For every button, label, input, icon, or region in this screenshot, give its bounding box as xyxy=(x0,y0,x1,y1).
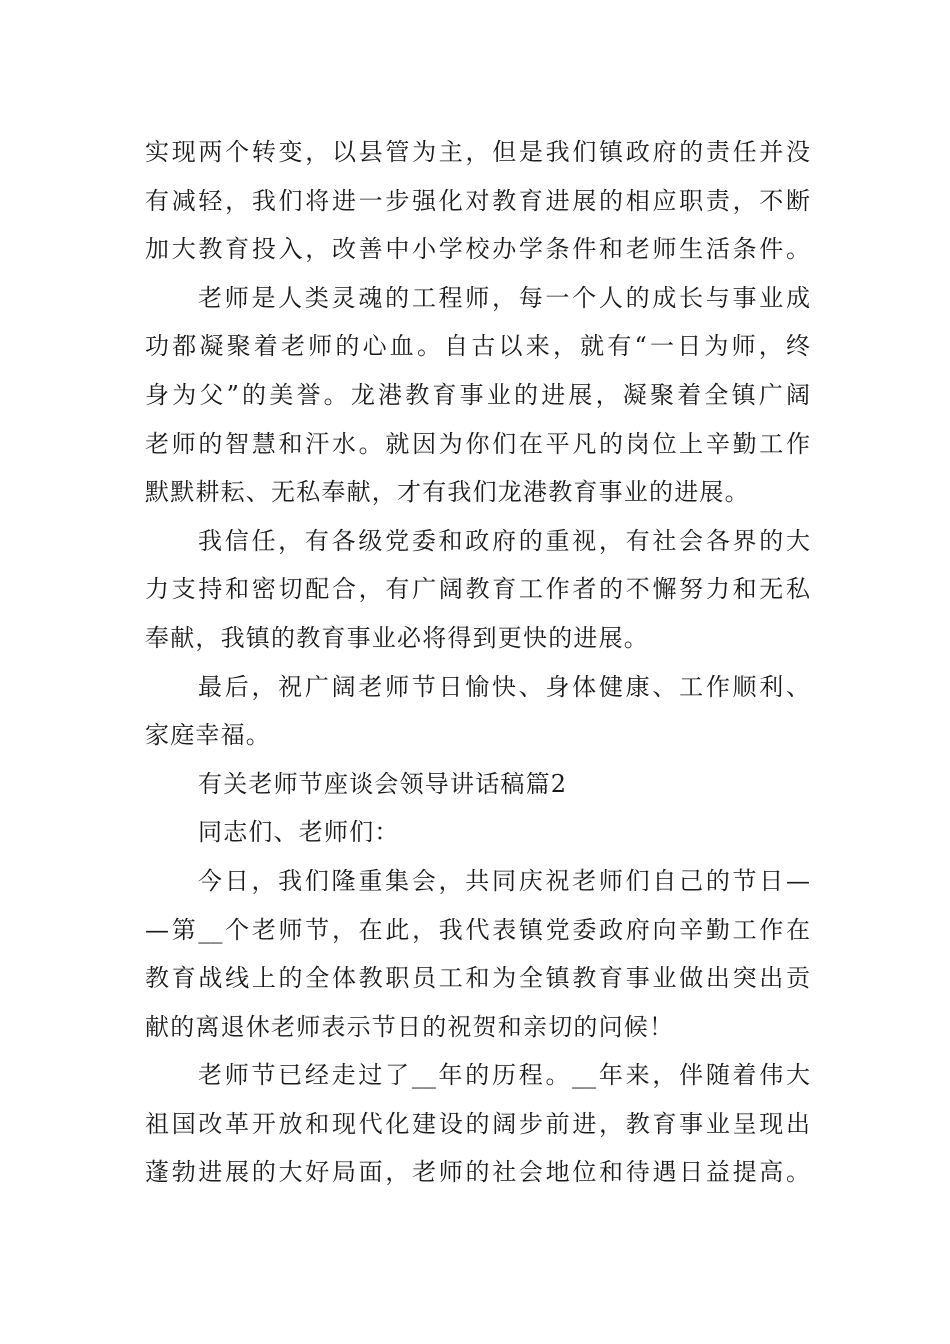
text-line: 力支持和密切配合，有广阔教育工作者的不懈努力和无私 xyxy=(145,575,810,604)
text-line: 功都凝聚着老师的心血。自古以来，就有“一日为师，终 xyxy=(145,332,810,361)
text-line: 身为父”的美誉。龙港教育事业的进展，凝聚着全镇广阔 xyxy=(145,380,810,409)
paragraph xyxy=(145,808,810,857)
document-body xyxy=(145,128,810,1197)
text-line: 加大教育投入，改善中小学校办学条件和老师生活条件。 xyxy=(145,235,810,264)
paragraph xyxy=(145,663,810,760)
paragraph xyxy=(145,857,810,1051)
paragraph xyxy=(145,1051,810,1197)
text-line: 老师是人类灵魂的工程师，每一个人的成长与事业成 xyxy=(198,283,810,312)
paragraph xyxy=(145,517,810,663)
text-line: 教育战线上的全体教职员工和为全镇教育事业做出突出贡 xyxy=(145,964,810,993)
text-line: 家庭幸福。 xyxy=(145,721,271,750)
text-line: —第__个老师节，在此，我代表镇党委政府向辛勤工作在 xyxy=(145,915,810,944)
text-line: 老师的智慧和汗水。就因为你们在平凡的岗位上辛勤工作 xyxy=(145,429,810,458)
text-line: 献的离退休老师表示节日的祝贺和亲切的问候！ xyxy=(145,1012,675,1041)
paragraph xyxy=(145,760,810,809)
text-line: 实现两个转变，以县管为主，但是我们镇政府的责任并没 xyxy=(145,138,810,166)
text-line: 我信任，有各级党委和政府的重视，有社会各界的大 xyxy=(198,526,810,555)
text-line: 今日，我们隆重集会，共同庆祝老师们自己的节日— xyxy=(198,866,810,895)
text-line: 同志们、老师们： xyxy=(198,818,400,847)
text-line: 奉献，我镇的教育事业必将得到更快的进展。 xyxy=(145,623,649,652)
text-line: 老师节已经走过了__年的历程。__年来，伴随着伟大 xyxy=(198,1061,810,1090)
text-line: 祖国改革开放和现代化建设的阔步前进，教育事业呈现出 xyxy=(145,1109,810,1138)
text-line: 有关老师节座谈会领导讲话稿篇2 xyxy=(198,769,568,798)
text-line: 默默耕耘、无私奉献，才有我们龙港教育事业的进展。 xyxy=(145,478,750,507)
text-line: 有减轻，我们将进一步强化对教育进展的相应职责，不断 xyxy=(145,186,810,215)
paragraph xyxy=(145,128,810,274)
paragraph xyxy=(145,274,810,517)
text-line: 蓬勃进展的大好局面，老师的社会地位和待遇日益提高。 xyxy=(145,1158,810,1187)
text-line: 最后，祝广阔老师节日愉快、身体健康、工作顺利、 xyxy=(198,672,810,701)
